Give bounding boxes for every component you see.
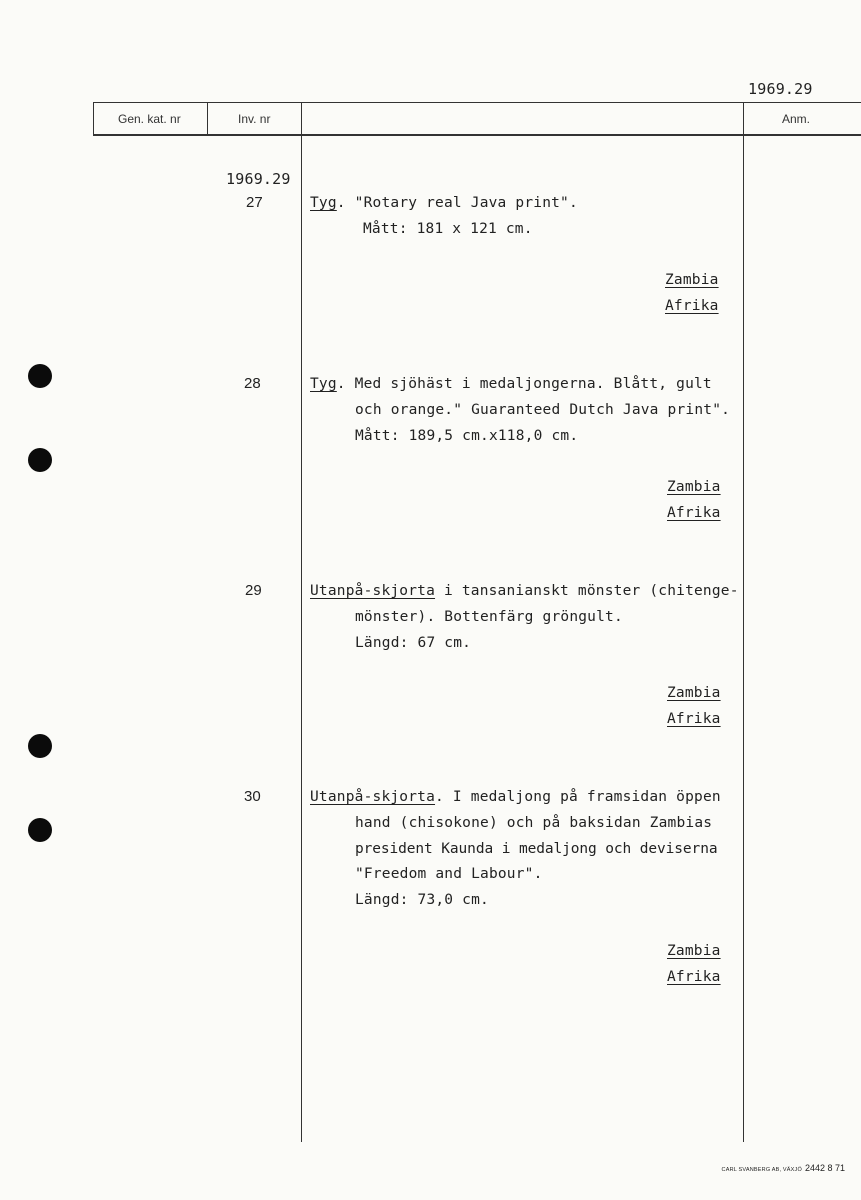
printer-footer <box>722 1158 845 1176</box>
country-label: Zambia <box>667 479 721 495</box>
entry-line: och orange." Guaranteed Dutch Java print". <box>355 402 731 418</box>
object-type: Tyg <box>310 376 337 392</box>
entry-line: "Freedom and Labour". <box>355 866 543 882</box>
entry-measurement: Längd: 73,0 cm. <box>355 892 489 908</box>
continent-label: Afrika <box>665 298 719 314</box>
description-text: Med sjöhäst i medaljongerna. Blått, gult <box>354 376 712 392</box>
entry-line: Utanpå-skjorta. I medaljong på framsidan öppen <box>310 789 721 805</box>
series-number: 1969.29 <box>226 170 291 188</box>
entry-line: Tyg. "Rotary real Java print". <box>310 195 578 211</box>
inv-number: 27 <box>246 194 263 211</box>
page-number: 1969.29 <box>748 80 813 98</box>
country-label: Zambia <box>667 685 721 701</box>
continent-label: Afrika <box>667 505 721 521</box>
binder-hole <box>28 818 52 842</box>
inv-number: 29 <box>245 582 262 599</box>
table-top-rule <box>93 102 861 103</box>
entry-measurement: Mått: 189,5 cm.x118,0 cm. <box>355 428 579 444</box>
form-code: 2442 8 71 <box>804 1163 845 1173</box>
object-type: Tyg <box>310 195 337 211</box>
country-label: Zambia <box>667 943 721 959</box>
entry-line: Tyg. Med sjöhäst i medaljongerna. Blått, gult <box>310 376 712 392</box>
continent-label: Afrika <box>667 711 721 727</box>
entry-line: hand (chisokone) och på baksidan Zambias <box>355 815 713 831</box>
column-header-anm: Anm. <box>782 112 811 126</box>
inv-number: 30 <box>244 788 261 805</box>
printer-name: CARL SVANBERG AB, VÄXJÖ <box>721 1167 802 1173</box>
column-divider-gen-inv <box>207 102 208 135</box>
column-header-gen-kat-nr: Gen. kat. nr <box>118 112 181 126</box>
continent-label: Afrika <box>667 969 721 985</box>
description-text: I medaljong på framsidan öppen <box>452 789 721 805</box>
country-label: Zambia <box>665 272 719 288</box>
object-type: Utanpå-skjorta <box>310 583 436 599</box>
column-divider-left-edge <box>93 102 94 135</box>
object-type: Utanpå-skjorta <box>310 789 436 805</box>
entry-line <box>310 583 739 599</box>
description-text: "Rotary real Java print". <box>354 195 578 211</box>
column-divider-desc-anm <box>743 102 744 1142</box>
inv-number: 28 <box>244 375 261 392</box>
column-header-inv-nr: Inv. nr <box>238 112 271 126</box>
binder-hole <box>28 448 52 472</box>
entry-line: president Kaunda i medaljong och deviserna <box>355 841 718 857</box>
binder-hole <box>28 734 52 758</box>
entry-measurement: Längd: 67 cm. <box>355 635 472 651</box>
column-divider-inv-desc <box>301 102 302 1142</box>
entry-line: mönster). Bottenfärg gröngult. <box>355 609 623 625</box>
table-header-rule <box>93 134 861 136</box>
binder-hole <box>28 364 52 388</box>
entry-measurement: Mått: 181 x 121 cm. <box>363 221 533 237</box>
description-text: i tansanianskt mönster (chitenge- <box>443 583 739 599</box>
